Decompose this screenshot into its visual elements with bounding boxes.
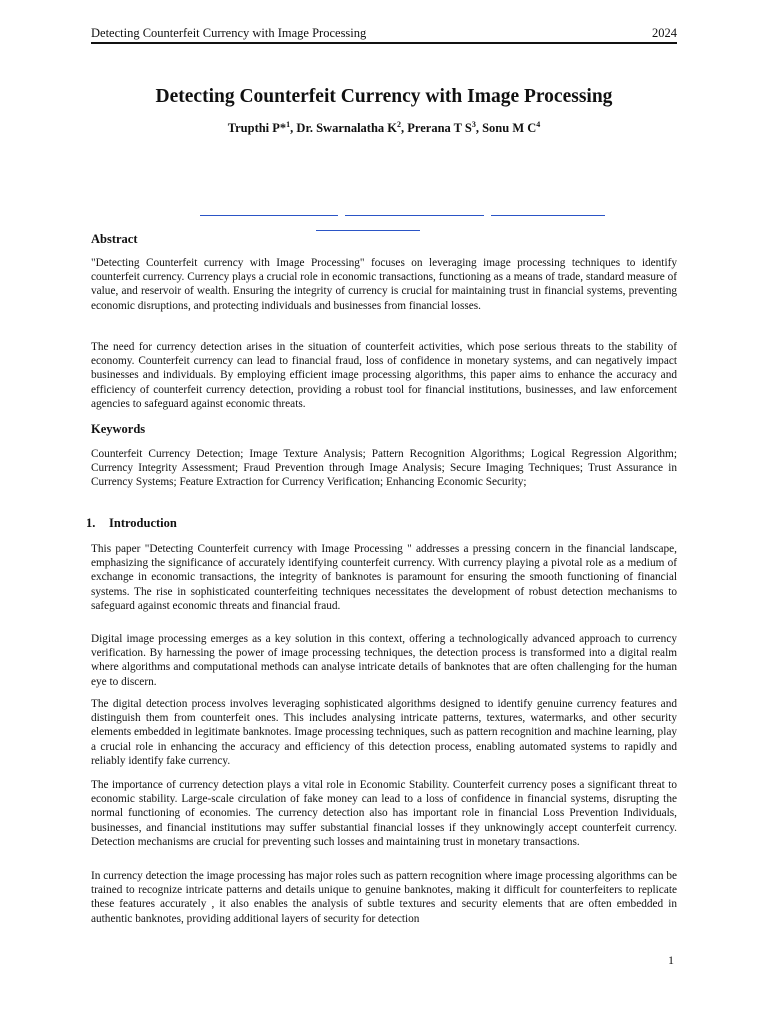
page-number: 1 xyxy=(668,953,674,967)
paper-title: Detecting Counterfeit Currency with Image Processing xyxy=(155,86,613,107)
author-2-affiliation: 2 xyxy=(397,120,402,129)
keywords-heading: Keywords xyxy=(91,422,146,436)
author-4-affiliation: 4 xyxy=(536,120,541,129)
keywords-text: Counterfeit Currency Detection; Image Texture Analysis; Pattern Recognition Algorithms; Logical Regression Algorithm; Currency Integrity Assessment; Fraud Prevention through Image Analysis; Secure Imaging Techniques; Trust Assurance in Currency Systems; Feature Extraction for Currency Verification; Enhancing Economic Security; xyxy=(91,448,677,489)
author-email-link-2[interactable] xyxy=(345,215,484,216)
intro-paragraph-2: Digital image processing emerges as a key solution in this context, offering a technologically advanced approach to currency verification. By harnessing the power of image processing techniques, the detection process is transformed into a digital realm where algorithms and computational methods can analyse intricate details of banknotes that are often challenging for the human eye to discern. xyxy=(91,633,677,688)
author-3-affiliation: 3 xyxy=(471,120,476,129)
intro-section-number: 1. xyxy=(86,516,96,530)
author-3: Prerana T S xyxy=(407,121,472,136)
abstract-paragraph-2: The need for currency detection arises in the situation of counterfeit activities, which pose serious threats to the stability of economy. Counterfeit currency can lead to financial fraud, loss of confidence in monetary systems, and can negatively impact businesses and individuals. By employing efficient image processing algorithms, this paper aims to enhance the accuracy and efficiency of counterfeit currency detection, providing a robust tool for financial institutions, businesses, and law enforcement agencies to safeguard against economic threats. xyxy=(91,341,677,410)
intro-paragraph-4: The importance of currency detection plays a vital role in Economic Stability. Counterfeit currency poses a significant threat to economic stability. Large-scale circulation of fake money can lead to a loss of confidence in financial systems, disrupting the normal functioning of economies. The currency detection also has important role in financial Loss Prevention Individuals, businesses, and financial institutions may suffer substantial financial losses if they unknowingly accept counterfeit currency. Detection mechanisms are crucial for preventing such losses and maintaining trust in monetary transactions. xyxy=(91,779,677,848)
author-email-link-3[interactable] xyxy=(491,215,605,216)
running-header xyxy=(91,26,677,44)
abstract-paragraph-1: "Detecting Counterfeit currency with Image Processing" focuses on leveraging image processing techniques to identify counterfeit currency. Currency plays a crucial role in economic transactions, functioning as a means of trade, standard measure of value, and reservoir of wealth. Ensuring the integrity of currency is crucial for maintaining trust in financial systems, preventing economic disruptions, and protecting individuals and businesses from financial losses. xyxy=(91,257,677,312)
author-email-link-1[interactable] xyxy=(200,215,338,216)
intro-paragraph-5: In currency detection the image processing has major roles such as pattern recognition where image processing algorithms can be trained to recognize intricate patterns and details unique to genuine banknotes, making it difficult for counterfeiters to replicate these features accurately , it also enables the analysis of subtle textures and security elements that are often embedded in authentic banknotes, providing additional layers of security for detection xyxy=(91,870,677,925)
author-email-link-4[interactable] xyxy=(316,230,420,231)
header-year: 2024 xyxy=(652,26,677,40)
author-4: Sonu M C xyxy=(482,121,537,136)
intro-heading: Introduction xyxy=(109,516,177,530)
author-1: Trupthi P* xyxy=(227,121,287,136)
header-title: Detecting Counterfeit Currency with Image Processing xyxy=(91,26,367,40)
author-list: Trupthi P*$^1$, Dr. Swarnalatha $K^2$, Prerana T $S^3$, Sonu M $C^4$ xyxy=(227,120,541,136)
author-1-affiliation: 1 xyxy=(286,120,291,129)
intro-paragraph-3: The digital detection process involves leveraging sophisticated algorithms designed to identify genuine currency features and distinguish them from counterfeit ones. This includes analysing intricate patterns, textures, watermarks, and other security elements embedded in legitimate banknotes. Image processing techniques, such as pattern recognition and machine learning, play a crucial role in enhancing the accuracy and efficiency of this detection process, enabling automated systems to rapidly and reliably identify fake currency. xyxy=(91,698,677,767)
abstract-heading: Abstract xyxy=(91,232,138,246)
author-2: Dr. Swarnalatha K xyxy=(296,121,398,136)
intro-paragraph-1: This paper "Detecting Counterfeit currency with Image Processing " addresses a pressing concern in the financial landscape, emphasizing the significance of accurately identifying counterfeit currency. With currency playing a pivotal role as a medium of exchange in economic transactions, the integrity of banknotes is paramount for ensuring the smooth functioning of financial systems. The rise in sophisticated counterfeiting techniques necessitates the development of robust detection mechanisms to safeguard against economic threats and financial fraud. xyxy=(91,543,677,612)
